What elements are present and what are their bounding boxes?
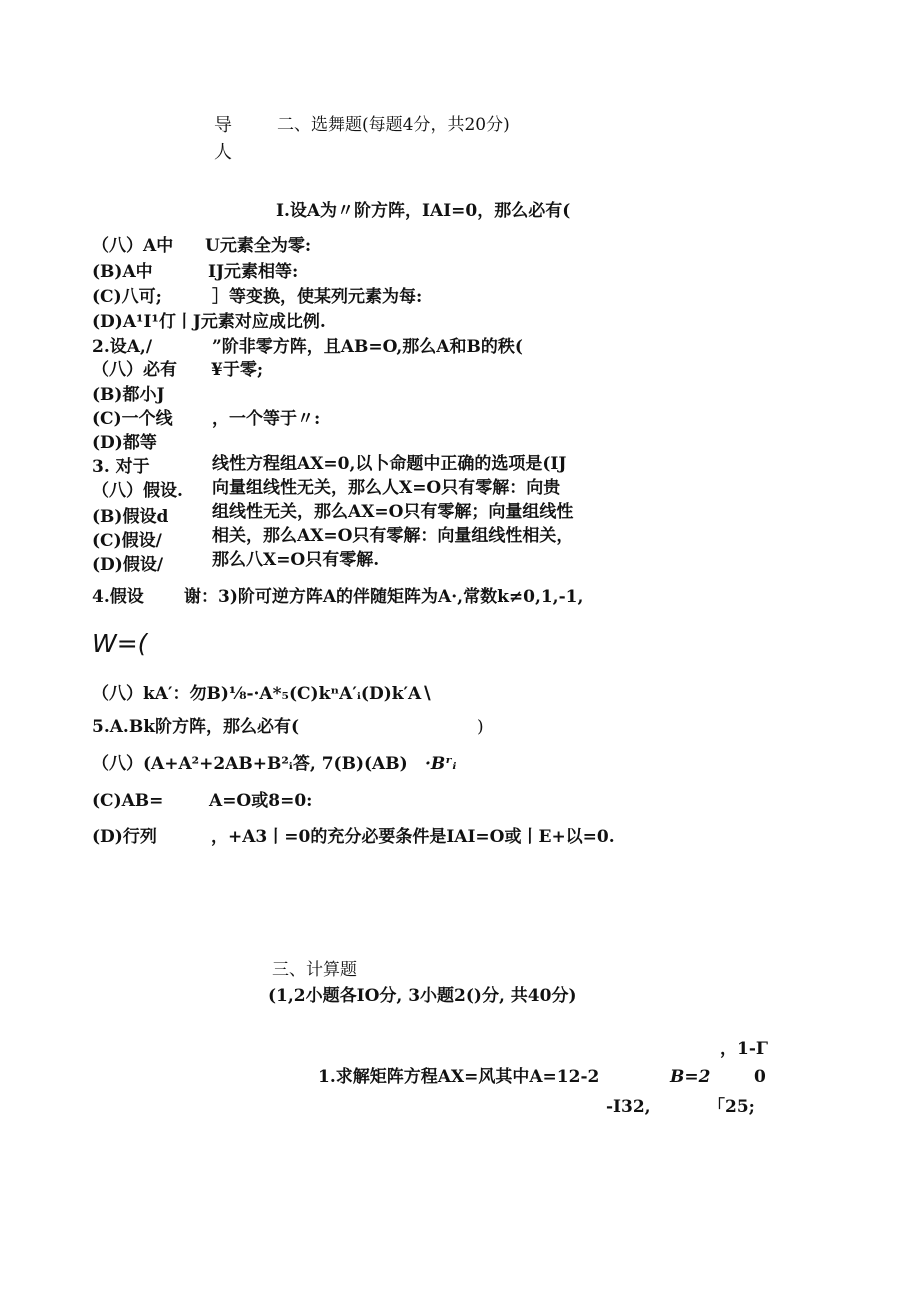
q4-options: （八）kA′：勿B)⅛-·A*₅(C)kⁿA′ᵢ(D)k′A∖ bbox=[92, 684, 433, 704]
q2-option-a-label: （八）必有 bbox=[92, 360, 177, 380]
q5-option-d-label: (D)行列 bbox=[92, 827, 157, 847]
q3-line-5: 那么八X=O只有零解. bbox=[212, 550, 380, 570]
q5-stem-close: ) bbox=[477, 717, 484, 737]
q5-option-d-text: ，+A3丨=0的充分必要条件是IAI=O或丨E+以=0. bbox=[211, 827, 615, 847]
q1-option-b-text: IJ元素相等: bbox=[208, 262, 299, 282]
q2-option-a-text: ¥于零; bbox=[211, 360, 264, 380]
q3-stem-left: 3. 对于 bbox=[92, 457, 150, 477]
margin-char-top: 导 bbox=[214, 115, 232, 136]
calc1-b-label: B=2 bbox=[670, 1067, 711, 1087]
q5-option-a-tail: ·Bʳᵢ bbox=[425, 754, 457, 774]
calc1-matrix-row3-a: -I32, bbox=[606, 1097, 651, 1117]
q2-stem-left: 2.设A,/ bbox=[92, 337, 153, 357]
q3-option-d-label: (D)假设/ bbox=[92, 555, 164, 575]
calc1-matrix-row3-b: 「25; bbox=[708, 1097, 755, 1117]
q2-stem-right: ”阶非零方阵，且AB=O,那么A和B的秩( bbox=[212, 337, 523, 357]
q3-line-3: 组线性无关，那么AX=O只有零解；向量组线性 bbox=[212, 502, 574, 522]
q5-option-a: （八）(A+A²+2AB+B²ᵢ答, 7(B)(AB) bbox=[92, 754, 408, 774]
q4-stem-right: 谢：3)阶可逆方阵A的伴随矩阵为A·,常数k≠0,1,-1, bbox=[184, 587, 584, 607]
q1-option-c-label: (C)八可; bbox=[92, 287, 162, 307]
q1-option-a-text: U元素全为零: bbox=[205, 236, 312, 256]
calc1-matrix-top-right: ，1-Γ bbox=[720, 1039, 768, 1059]
q2-option-b: (B)都小J bbox=[92, 385, 165, 405]
q5-option-c-label: (C)AB= bbox=[92, 791, 164, 811]
q3-option-b-label: (B)假设d bbox=[92, 507, 169, 527]
q1-option-a-label: （八）A中 bbox=[92, 236, 174, 256]
calc1-b-value: 0 bbox=[754, 1067, 766, 1087]
q2-option-c-label: (C)一个线 bbox=[92, 409, 173, 429]
q3-option-a-label: （八）假设. bbox=[92, 481, 183, 501]
q4-formula: W=( bbox=[92, 629, 148, 658]
q3-line-4: 相关，那么AX=O只有零解：向量组线性相关， bbox=[212, 526, 574, 546]
margin-char-bottom: 人 bbox=[214, 142, 232, 163]
section-subheader-calc: (1,2小题各IO分, 3小题2()分, 共40分) bbox=[268, 986, 577, 1006]
q2-option-c-text: ，一个等于〃: bbox=[212, 409, 321, 429]
q1-stem: I.设A为〃阶方阵，IAI=0，那么必有( bbox=[276, 201, 571, 221]
q1-option-b-label: (B)A中 bbox=[92, 262, 153, 282]
calc1-stem: 1.求解矩阵方程AX=风其中A=12-2 bbox=[318, 1067, 600, 1087]
q2-option-d: (D)都等 bbox=[92, 433, 157, 453]
q3-option-c-label: (C)假设/ bbox=[92, 531, 162, 551]
q1-option-c-text: ］等变换，使某列元素为每: bbox=[212, 287, 423, 307]
q4-stem-left: 4.假设 bbox=[92, 587, 144, 607]
section-header-choice: 二、选舞题(每题4分，共20分) bbox=[277, 115, 510, 135]
q3-line-2: 向量组线性无关，那么人X=O只有零解：向贵 bbox=[212, 478, 561, 498]
q5-stem: 5.A.Bk阶方阵，那么必有( bbox=[92, 717, 300, 737]
q1-option-d: (D)A¹I¹仃丨J元素对应成比例. bbox=[92, 312, 326, 332]
section-header-calc: 三、计算题 bbox=[272, 960, 357, 980]
q3-line-1: 线性方程组AX=0,以卜命题中正确的选项是(IJ bbox=[212, 454, 567, 474]
q5-option-c-text: A=O或8=0: bbox=[209, 791, 313, 811]
